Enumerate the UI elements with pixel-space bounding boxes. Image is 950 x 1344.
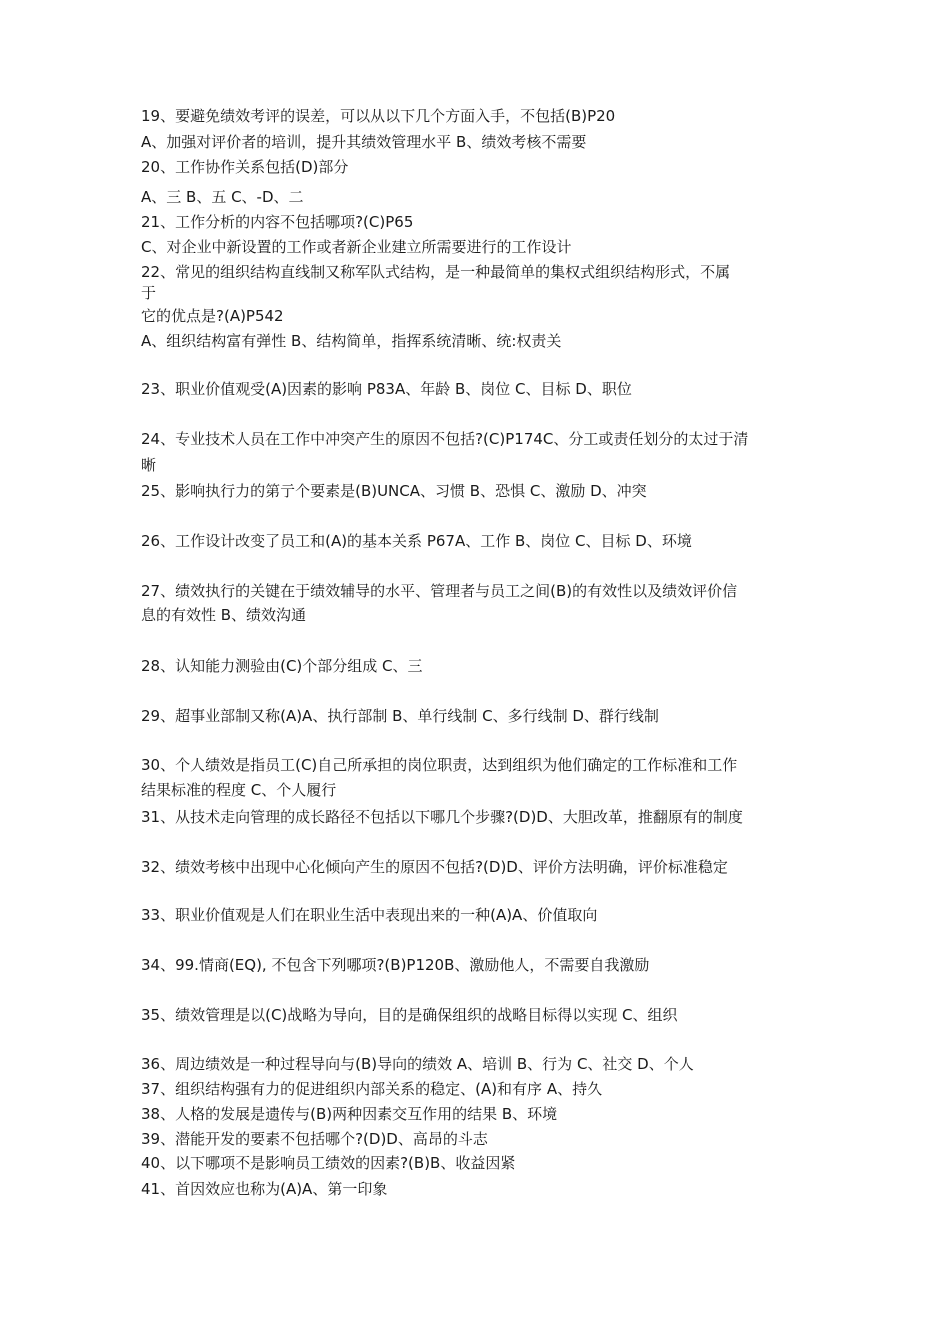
question-38-line: 38、人格的发展是遗传与(B)两种因素交互作用的结果 B、环境 (141, 1105, 558, 1123)
question-22-line: 22、常见的组织结构直线制又称军队式结构，是一种最简单的集权式组织结构形式，不属 (141, 263, 731, 281)
question-22-answer-line: A、组织结构富有弹性 B、结构简单，指挥系统清晰、统:权责关 (141, 332, 562, 350)
question-22-wrap-line: 于 (141, 284, 157, 302)
question-39-line: 39、潜能开发的要素不包括哪个?(D)D、高昂的斗志 (141, 1130, 488, 1148)
question-20-answer-line: A、三 B、五 C、-D、二 (141, 188, 304, 206)
question-32-line: 32、绩效考核中出现中心化倾向产生的原因不包括?(D)D、评价方法明确，评价标准稳定 (141, 858, 728, 876)
question-24-wrap-line: 晰 (141, 456, 157, 474)
question-34-line: 34、99.情商(EQ), 不包含下列哪项?(B)P120B、激励他人，不需要自我激励 (141, 956, 650, 974)
question-23-line: 23、职业价值观受(A)因素的影响 P83A、年龄 B、岗位 C、目标 D、职位 (141, 380, 632, 398)
question-20-line: 20、工作协作关系包括(D)部分 (141, 158, 349, 176)
question-24-line: 24、专业技术人员在工作中冲突产生的原因不包括?(C)P174C、分工或责任划分的太过于清 (141, 430, 749, 448)
question-27-line: 27、绩效执行的关键在于绩效辅导的水平、管理者与员工之间(B)的有效性以及绩效评价信 (141, 582, 738, 600)
question-41-line: 41、首因效应也称为(A)A、第一印象 (141, 1180, 388, 1198)
question-36-line: 36、周边绩效是一种过程导向与(B)导向的绩效 A、培训 B、行为 C、社交 D、个人 (141, 1055, 694, 1073)
question-28-line: 28、认知能力测验由(C)个部分组成 C、三 (141, 657, 423, 675)
question-25-line: 25、影响执行力的第亍个要素是(B)UNCA、习惯 B、恐惧 C、激励 D、冲突 (141, 482, 647, 500)
question-19-line: 19、要避免绩效考评的误差，可以从以下几个方面入手，不包括(B)P20 (141, 107, 616, 125)
question-29-line: 29、超事业部制又称(A)A、执行部制 B、单行线制 C、多行线制 D、群行线制 (141, 707, 659, 725)
question-22-cont-line: 它的优点是?(A)P542 (141, 307, 284, 325)
question-27-wrap-line: 息的有效性 B、绩效沟通 (141, 606, 307, 624)
question-30-wrap-line: 结果标准的程度 C、个人履行 (141, 781, 337, 799)
question-37-line: 37、组织结构强有力的促进组织内部关系的稳定、(A)和有序 A、持久 (141, 1080, 603, 1098)
question-33-line: 33、职业价值观是人们在职业生活中表现出来的一种(A)A、价值取向 (141, 906, 598, 924)
question-19-answer-line: A、加强对评价者的培训，提升其绩效管理水平 B、绩效考核不需要 (141, 133, 587, 151)
question-26-line: 26、工作设计改变了员工和(A)的基本关系 P67A、工作 B、岗位 C、目标 D、环境 (141, 532, 692, 550)
question-30-line: 30、个人绩效是指员工(C)自己所承担的岗位职责，达到组织为他们确定的工作标准和工作 (141, 756, 738, 774)
question-21-line: 21、工作分析的内容不包括哪项?(C)P65 (141, 213, 414, 231)
question-31-line: 31、从技术走向管理的成长路径不包括以下哪几个步骤?(D)D、大胆改革，推翻原有的制度 (141, 808, 743, 826)
question-21-answer-line: C、对企业中新设置的工作或者新企业建立所需要进行的工作设计 (141, 238, 572, 256)
question-35-line: 35、绩效管理是以(C)战略为导向，目的是确保组织的战略目标得以实现 C、组织 (141, 1006, 678, 1024)
question-40-line: 40、以下哪项不是影响员工绩效的因素?(B)B、收益因紧 (141, 1154, 516, 1172)
